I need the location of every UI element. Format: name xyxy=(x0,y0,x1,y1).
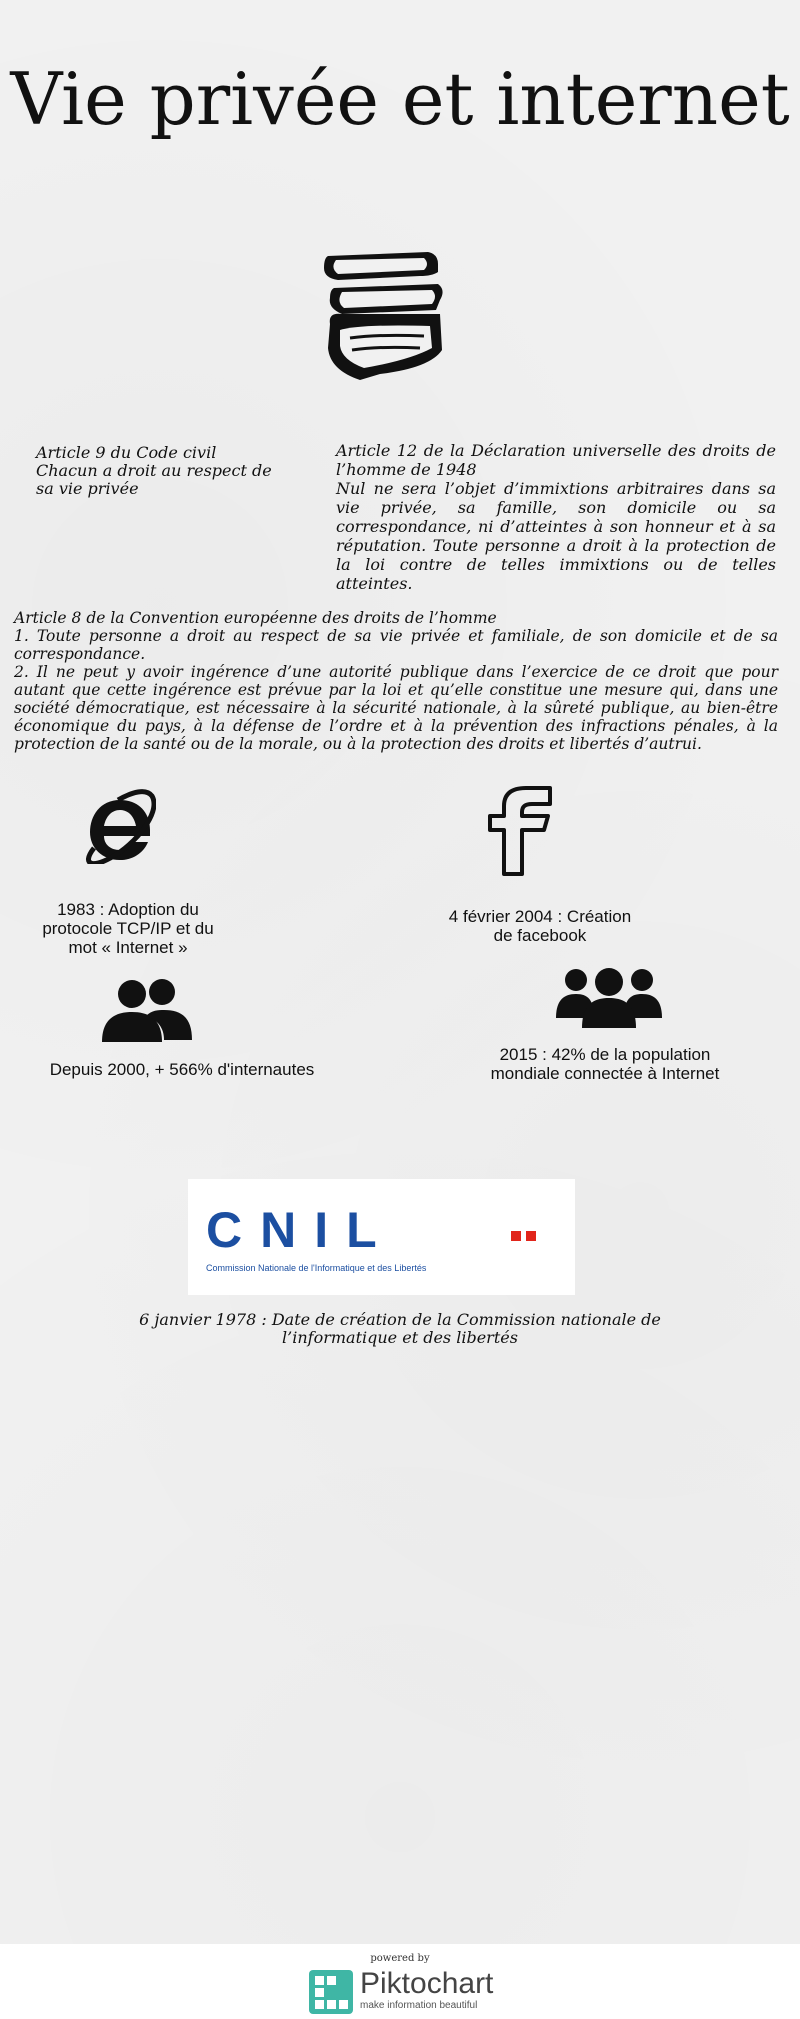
powered-by-text: powered by xyxy=(370,1953,430,1964)
books-icon xyxy=(320,250,448,382)
two-users-icon xyxy=(98,976,194,1044)
article-8-paragraph-2: 2. Il ne peut y avoir ingérence d’une autorité publique dans l’exercice de ce droit que pour autant que cette ingérence est prévue par la loi et qu’elle constitue une mesure qui, dans une société démocratique, est nécessaire à la sécurité nationale, à la sûreté publique, au bien-être économique du pays, à la défense de l’ordre et à la prévention des infractions pénales, à la protection de la santé ou de la morale, ou à la protection des droits et libertés d’autrui. xyxy=(14,663,778,753)
internet-explorer-icon xyxy=(84,786,156,864)
cnil-red-square-2 xyxy=(526,1231,536,1241)
page-title: Vie privée et internet xyxy=(10,57,790,141)
article-8-heading: Article 8 de la Convention européenne des droits de l’homme xyxy=(14,609,497,627)
cnil-red-square xyxy=(511,1231,521,1241)
piktochart-tagline: make information beautiful xyxy=(360,2000,478,2011)
fact-tcpip-caption: 1983 : Adoption du protocole TCP/IP et du mot « Internet » xyxy=(42,900,214,957)
piktochart-brand[interactable]: Piktochart xyxy=(360,1967,494,2000)
piktochart-logo-icon[interactable] xyxy=(309,1970,353,2014)
fact-users-caption: Depuis 2000, + 566% d'internautes xyxy=(49,1060,315,1079)
cnil-caption: 6 janvier 1978 : Date de création de la Commission nationale de l’informatique et des libertés xyxy=(139,1310,661,1347)
article-12-text: Nul ne sera l’objet d’immixtions arbitraires dans sa vie privée, sa famille, son domicile ou sa correspondance, ni d’atteintes à son honneur et à sa réputation. Toute personne a droit à la protection de la loi contre de telles immixtions ou de telles atteintes. xyxy=(336,479,776,593)
footer xyxy=(0,1944,800,2019)
article-9-heading: Article 9 du Code civil xyxy=(36,443,217,462)
cnil-logo xyxy=(188,1179,575,1295)
group-users-icon xyxy=(554,966,664,1030)
cnil-logo-sub: Commission Nationale de l'Informatique et des Libertés xyxy=(206,1263,427,1273)
article-8-paragraph-1: 1. Toute personne a droit au respect de sa vie privée et familiale, de son domicile et de sa correspondance. xyxy=(14,627,778,663)
article-8-block xyxy=(14,609,778,753)
cnil-logo-text: CNIL xyxy=(206,1202,395,1258)
fact-facebook-caption: 4 février 2004 : Création de facebook xyxy=(448,907,632,945)
article-9-block xyxy=(36,444,276,498)
article-12-block xyxy=(336,441,776,593)
fact-population-caption: 2015 : 42% de la population mondiale connectée à Internet xyxy=(490,1045,720,1083)
article-12-heading: Article 12 de la Déclaration universelle des droits de l’homme de 1948 xyxy=(336,441,776,479)
article-9-text: Chacun a droit au respect de sa vie privée xyxy=(36,461,272,498)
facebook-icon xyxy=(484,786,556,876)
